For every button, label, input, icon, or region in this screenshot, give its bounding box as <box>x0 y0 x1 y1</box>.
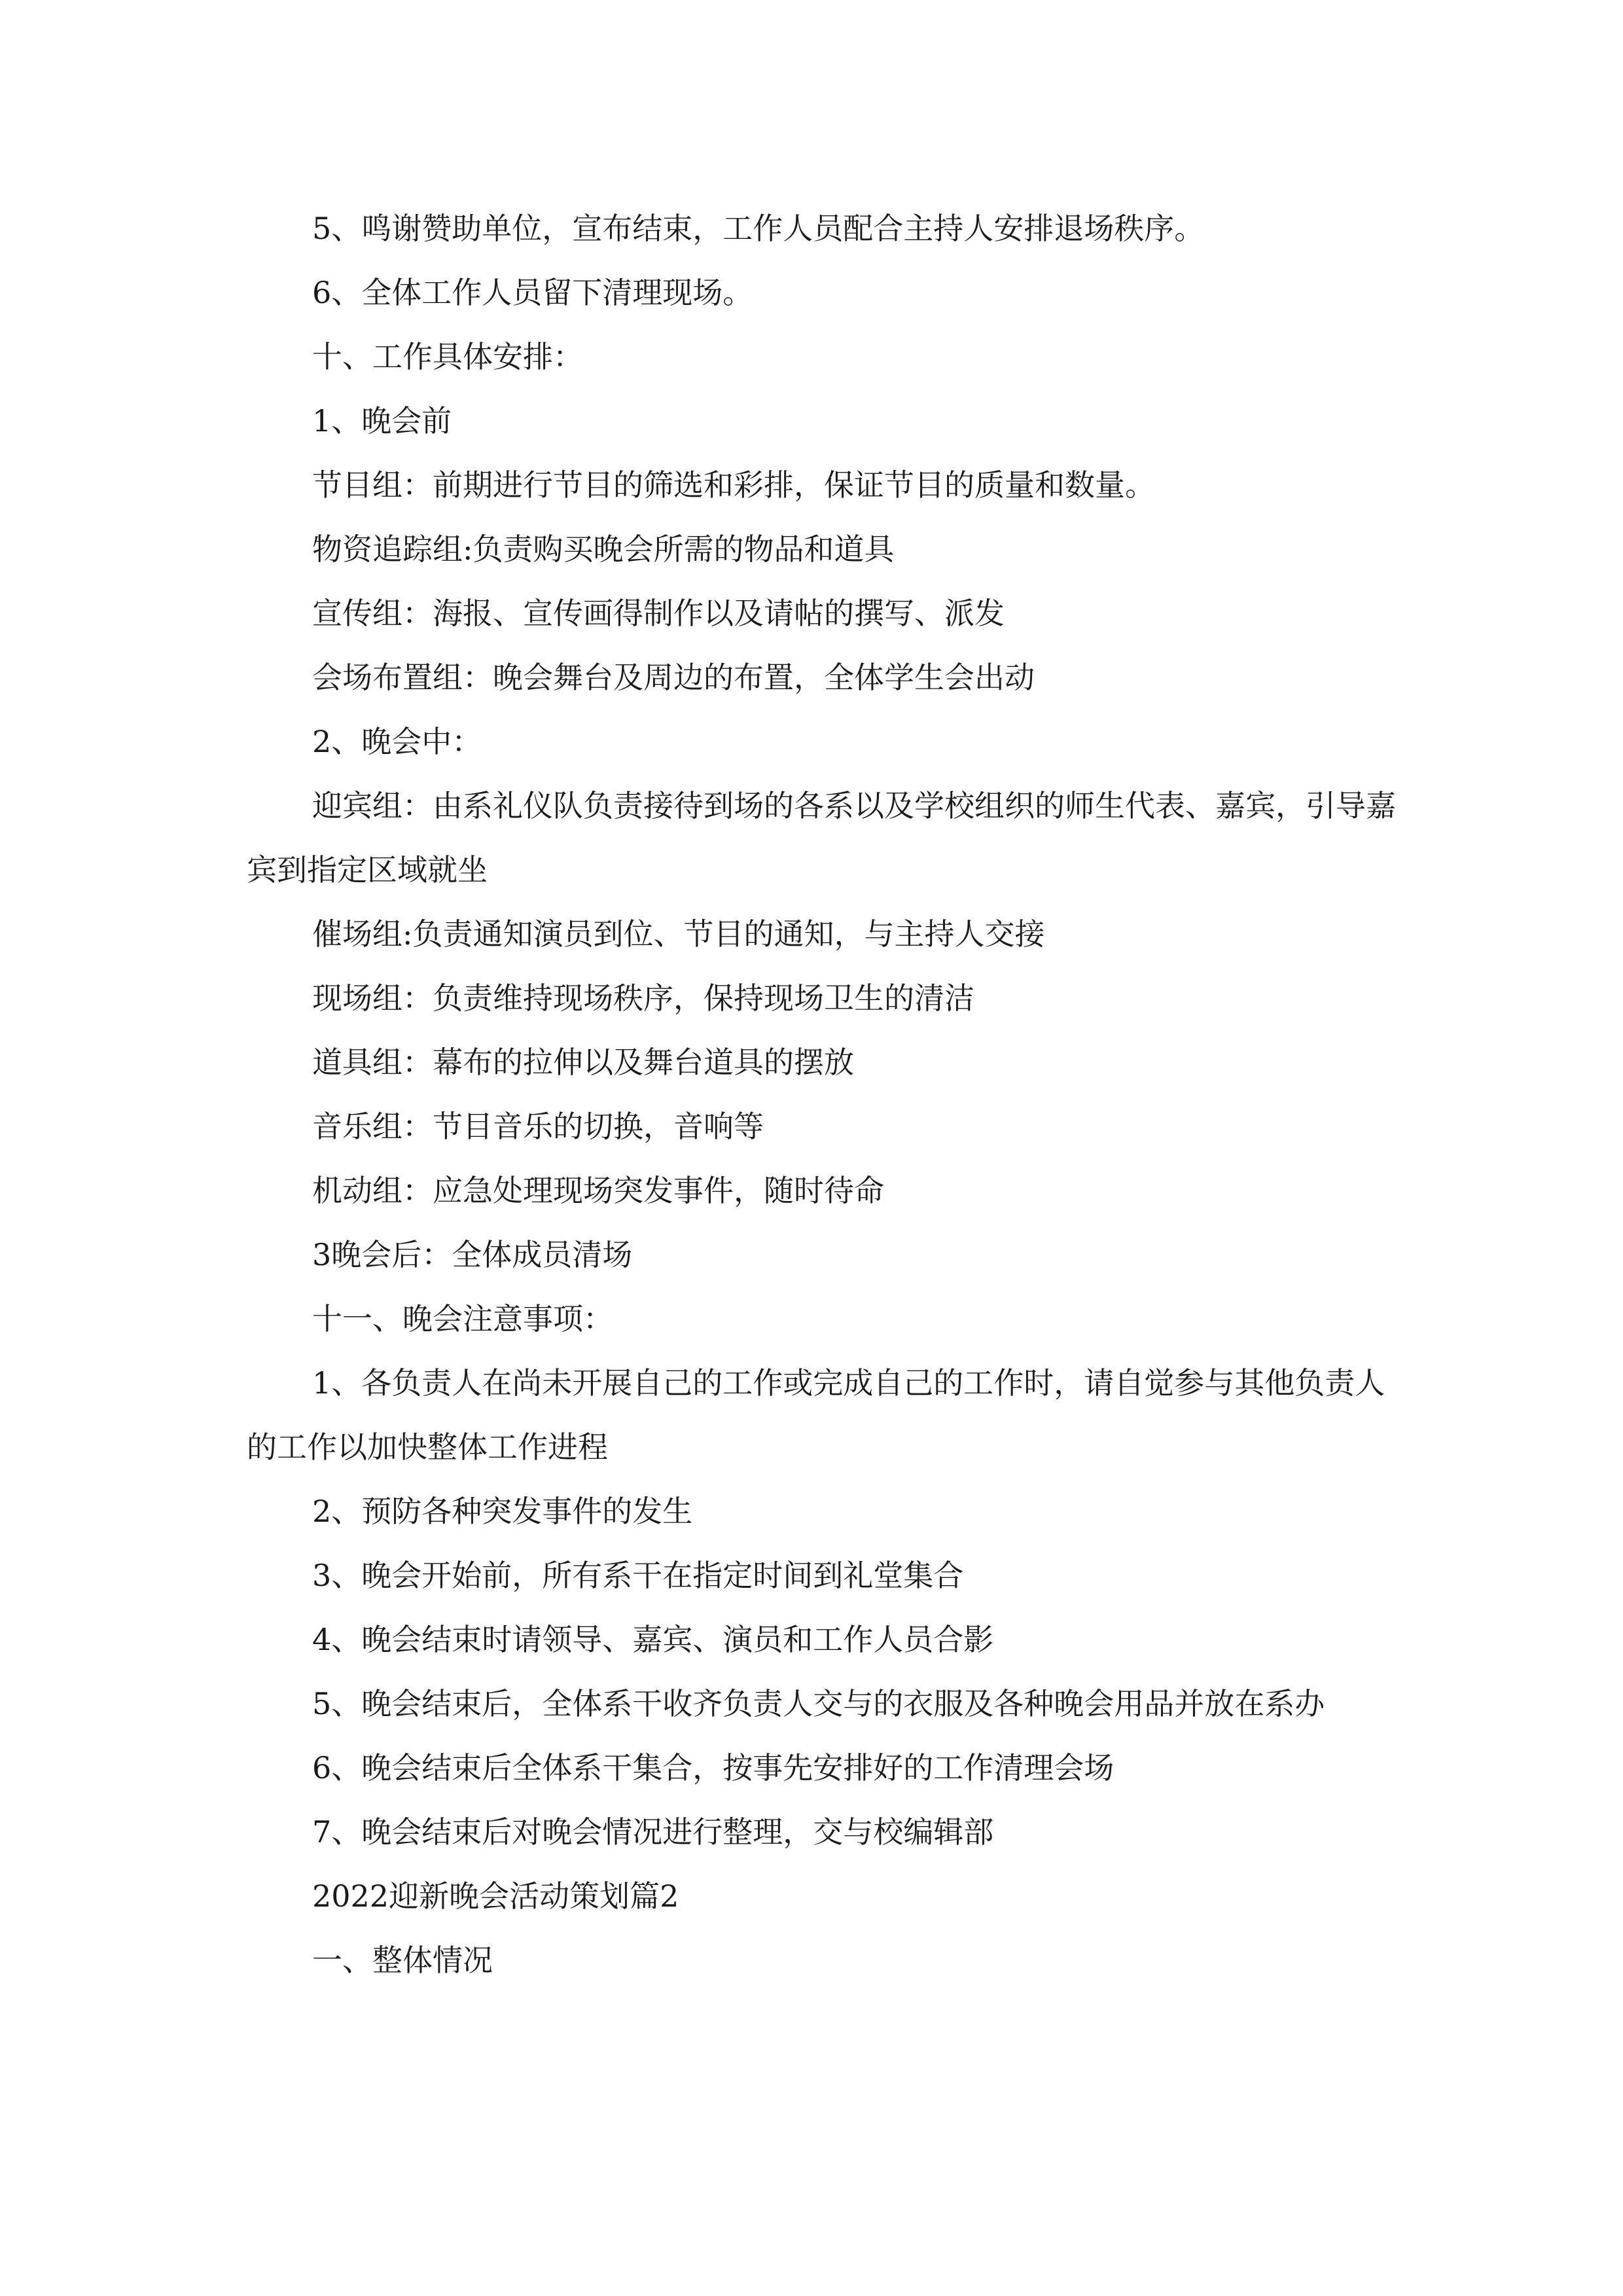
subsection-heading: 2、晚会中： <box>312 724 482 759</box>
paragraph: 6、全体工作人员留下清理现场。 <box>312 275 753 310</box>
paragraph: 音乐组：节目音乐的切换，音响等 <box>312 1109 764 1144</box>
paragraph: 节目组：前期进行节目的筛选和彩排，保证节目的质量和数量。 <box>312 467 1155 503</box>
paragraph: 5、鸣谢赞助单位，宣布结束，工作人员配合主持人安排退场秩序。 <box>312 211 1205 246</box>
paragraph: 道具组：幕布的拉伸以及舞台道具的摆放 <box>312 1045 854 1080</box>
paragraph: 4、晚会结束时请领导、嘉宾、演员和工作人员合影 <box>312 1622 994 1657</box>
paragraph: 3晚会后：全体成员清场 <box>312 1237 633 1272</box>
section-heading: 一、整体情况 <box>312 1943 493 1978</box>
paragraph: 3、晚会开始前，所有系干在指定时间到礼堂集合 <box>312 1558 964 1593</box>
paragraph: 会场布置组：晚会舞台及周边的布置，全体学生会出动 <box>312 660 1035 695</box>
section-heading: 十、工作具体安排： <box>312 339 583 374</box>
paragraph: 6、晚会结束后全体系干集合，按事先安排好的工作清理会场 <box>312 1750 1115 1785</box>
section-heading: 十一、晚会注意事项： <box>312 1301 613 1336</box>
document-title: 2022迎新晚会活动策划篇2 <box>312 1878 679 1914</box>
paragraph: 机动组：应急处理现场突发事件，随时待命 <box>312 1173 884 1208</box>
paragraph: 现场组：负责维持现场秩序，保持现场卫生的清洁 <box>312 980 974 1016</box>
paragraph: 5、晚会结束后，全体系干收齐负责人交与的衣服及各种晚会用品并放在系办 <box>312 1686 1325 1721</box>
paragraph: 2、预防各种突发事件的发生 <box>312 1494 693 1529</box>
paragraph: 催场组:负责通知演员到位、节目的通知，与主持人交接 <box>312 916 1045 952</box>
paragraph: 宣传组：海报、宣传画得制作以及请帖的撰写、派发 <box>312 596 1005 631</box>
paragraph: 7、晚会结束后对晚会情况进行整理，交与校编辑部 <box>312 1814 994 1850</box>
paragraph: 物资追踪组:负责购买晚会所需的物品和道具 <box>312 531 895 567</box>
paragraph: 1、各负责人在尚未开展自己的工作或完成自己的工作时，请自觉参与其他负责人的工作以加快整体工作进程 <box>247 1365 1385 1465</box>
paragraph: 迎宾组：由系礼仪队负责接待到场的各系以及学校组织的师生代表、嘉宾，引导嘉宾到指定区域就坐 <box>247 788 1396 888</box>
subsection-heading: 1、晚会前 <box>312 403 452 439</box>
document-body <box>247 196 1408 1992</box>
